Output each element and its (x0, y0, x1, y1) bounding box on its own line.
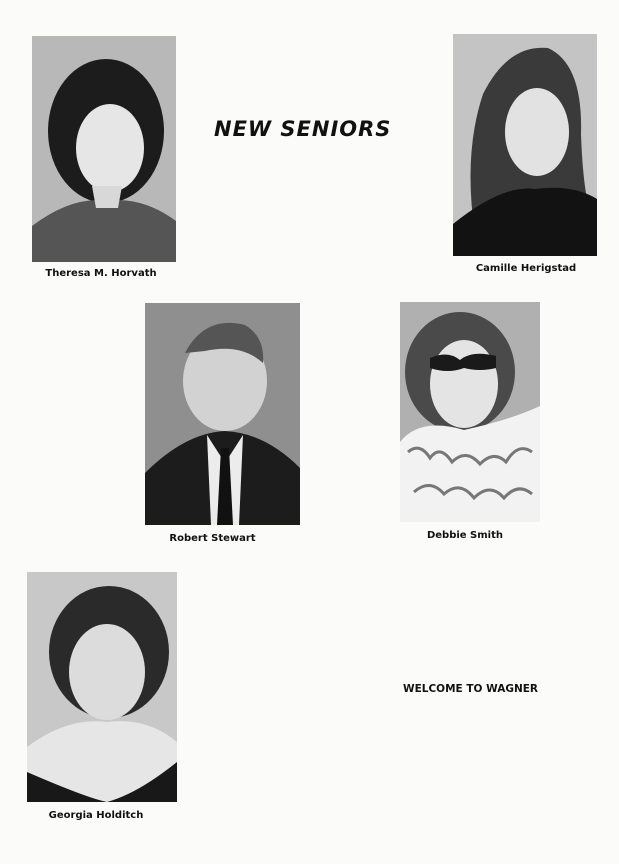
senior-photo-theresa (32, 36, 176, 262)
welcome-text: WELCOME TO WAGNER (403, 683, 538, 695)
caption-robert: Robert Stewart (169, 533, 256, 544)
caption-theresa: Theresa M. Horvath (45, 268, 157, 279)
senior-photo-georgia (27, 572, 177, 802)
senior-photo-camille (453, 34, 597, 256)
senior-photo-debbie (400, 302, 540, 522)
page-title: NEW SENIORS (214, 117, 392, 141)
caption-camille: Camille Herigstad (475, 263, 577, 274)
senior-photo-robert (145, 303, 300, 525)
caption-georgia: Georgia Holditch (48, 810, 144, 821)
caption-debbie: Debbie Smith (426, 530, 504, 541)
